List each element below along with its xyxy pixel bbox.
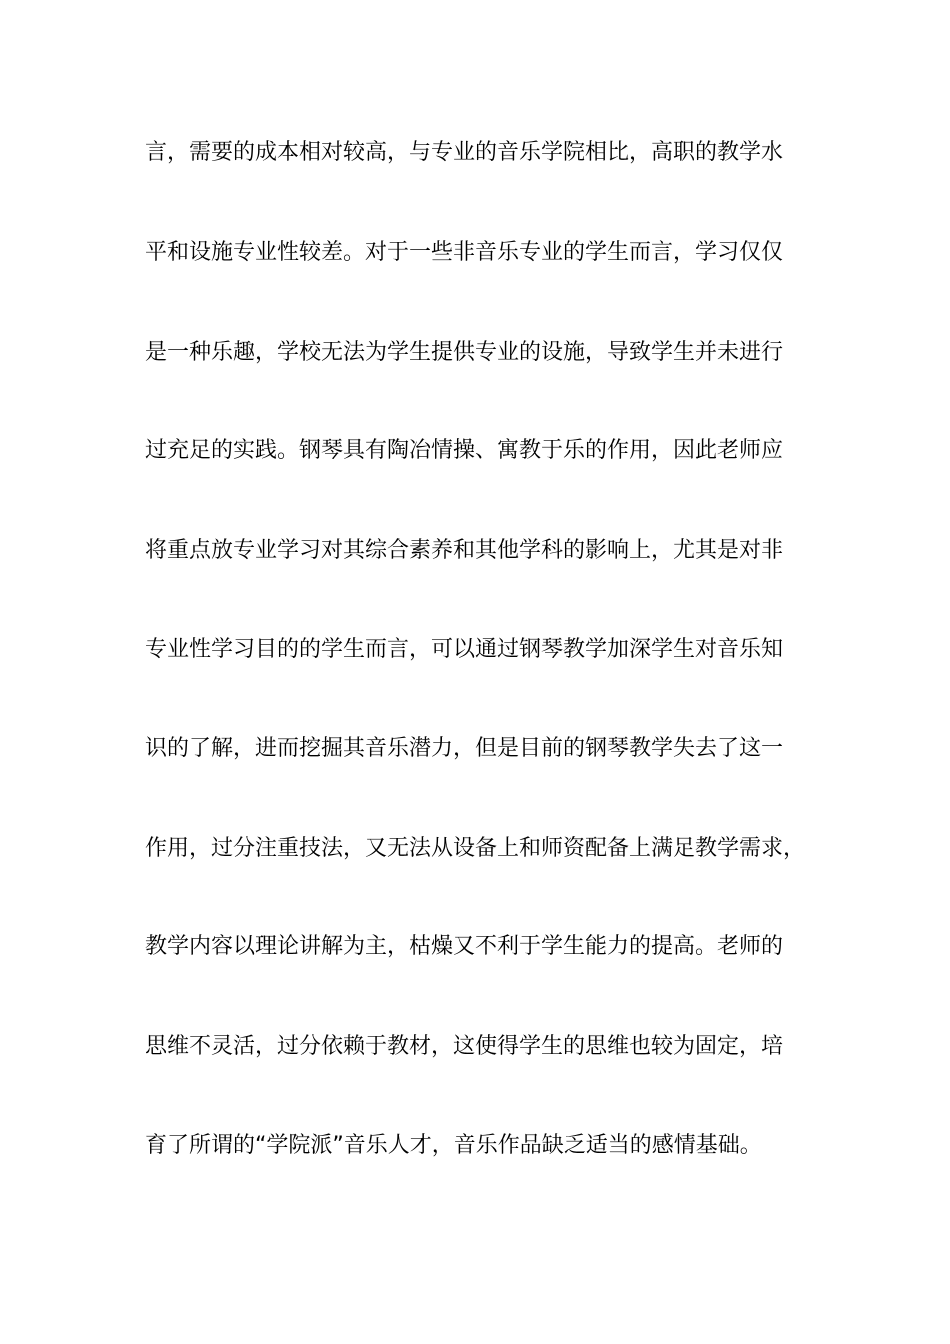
text-line: 过充足的实践。钢琴具有陶冶情操、寓教于乐的作用，因此老师应 <box>145 438 784 463</box>
text-line: 育了所谓的“学院派”音乐人才，音乐作品缺乏适当的感情基础。 <box>145 1133 762 1158</box>
text-line: 思维不灵活，过分依赖于教材，这使得学生的思维也较为固定，培 <box>145 1034 784 1059</box>
text-line: 将重点放专业学习对其综合素养和其他学科的影响上，尤其是对非 <box>145 538 784 563</box>
text-line: 言，需要的成本相对较高，与专业的音乐学院相比，高职的教学水 <box>145 140 784 165</box>
text-line: 是一种乐趣，学校无法为学生提供专业的设施，导致学生并未进行 <box>145 340 784 365</box>
text-line: 教学内容以理论讲解为主，枯燥又不利于学生能力的提高。老师的 <box>145 934 784 959</box>
text-line: 专业性学习目的的学生而言，可以通过钢琴教学加深学生对音乐知 <box>145 637 784 662</box>
text-line: 作用，过分注重技法，又无法从设备上和师资配备上满足教学需求， <box>145 836 806 861</box>
text-line: 识的了解，进而挖掘其音乐潜力，但是目前的钢琴教学失去了这一 <box>145 736 784 761</box>
text-line: 平和设施专业性较差。对于一些非音乐专业的学生而言，学习仅仅 <box>145 240 784 265</box>
